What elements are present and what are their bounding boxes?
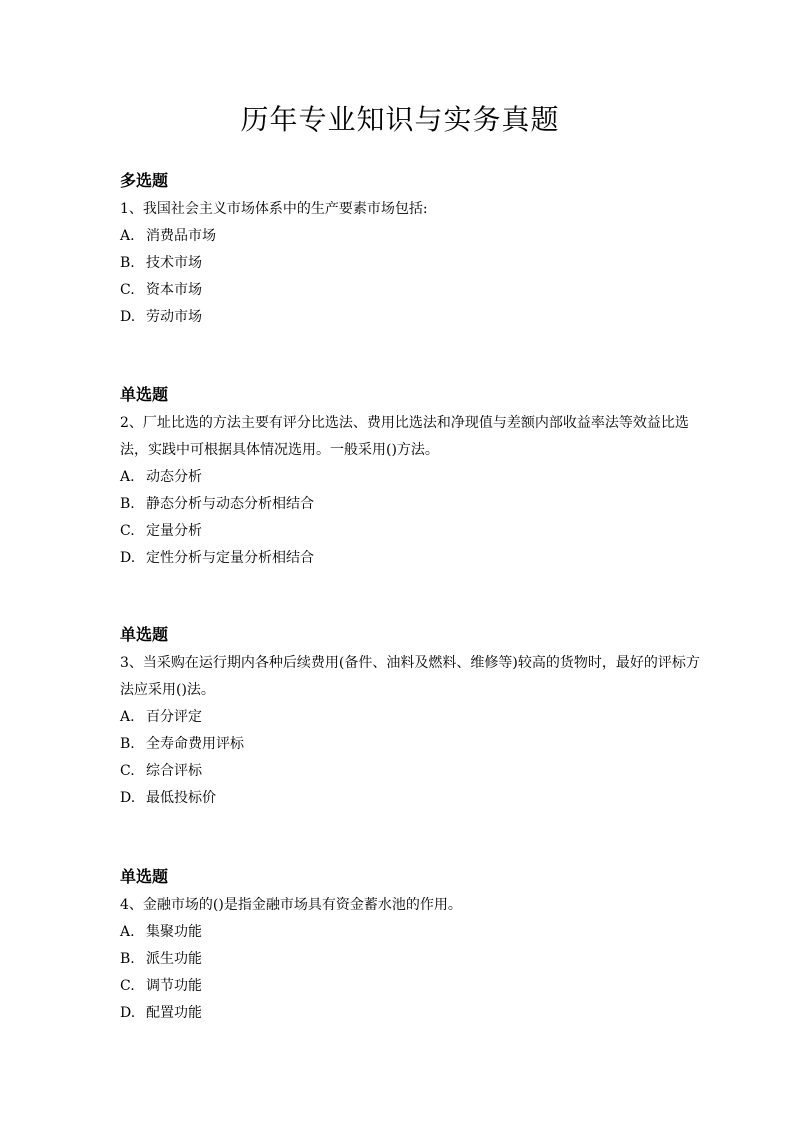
question-stem: 1、我国社会主义市场体系中的生产要素市场包括: xyxy=(120,201,428,217)
option-b xyxy=(120,491,700,518)
question-3 xyxy=(120,624,700,812)
option-c xyxy=(120,518,700,545)
option-letter: A. xyxy=(120,924,135,940)
option-letter: C. xyxy=(120,523,135,539)
option-letter: A. xyxy=(120,228,135,244)
question-type: 多选题 xyxy=(120,171,169,190)
option-text: 集聚功能 xyxy=(146,924,202,940)
option-a xyxy=(120,919,700,946)
option-text: 劳动市场 xyxy=(146,309,202,325)
question-type: 单选题 xyxy=(120,867,169,886)
option-letter: C. xyxy=(120,763,135,779)
option-text: 定性分析与定量分析相结合 xyxy=(146,550,314,566)
option-c xyxy=(120,973,700,1000)
question-stem: 4、金融市场的()是指金融市场具有资金蓄水池的作用。 xyxy=(120,897,462,913)
option-text: 静态分析与动态分析相结合 xyxy=(146,496,314,512)
option-text: 全寿命费用评标 xyxy=(146,736,244,752)
option-text: 动态分析 xyxy=(146,469,202,485)
option-text: 综合评标 xyxy=(146,763,202,779)
option-d xyxy=(120,304,700,331)
option-d xyxy=(120,545,700,572)
option-c xyxy=(120,277,700,304)
option-text: 派生功能 xyxy=(146,951,202,967)
option-text: 技术市场 xyxy=(146,255,202,271)
option-letter: D. xyxy=(120,790,136,806)
option-letter: C. xyxy=(120,978,135,994)
option-letter: B. xyxy=(120,951,135,967)
option-a xyxy=(120,704,700,731)
option-text: 定量分析 xyxy=(146,523,202,539)
option-letter: D. xyxy=(120,309,136,325)
question-type: 单选题 xyxy=(120,385,169,404)
option-letter: A. xyxy=(120,469,135,485)
option-d xyxy=(120,1000,700,1027)
question-1 xyxy=(120,170,700,331)
option-text: 配置功能 xyxy=(146,1005,202,1021)
option-text: 资本市场 xyxy=(146,282,202,298)
option-text: 百分评定 xyxy=(146,709,202,725)
option-b xyxy=(120,731,700,758)
question-4 xyxy=(120,866,700,1027)
option-letter: B. xyxy=(120,496,135,512)
option-b xyxy=(120,946,700,973)
option-letter: A. xyxy=(120,709,135,725)
question-2 xyxy=(120,384,700,572)
option-letter: B. xyxy=(120,736,135,752)
option-c xyxy=(120,758,700,785)
option-letter: D. xyxy=(120,1005,136,1021)
document-title: 历年专业知识与实务真题 xyxy=(240,103,560,136)
option-text: 调节功能 xyxy=(146,978,202,994)
option-letter: B. xyxy=(120,255,135,271)
option-d xyxy=(120,785,700,812)
option-text: 最低投标价 xyxy=(146,790,216,806)
option-a xyxy=(120,223,700,250)
question-stem: 3、当采购在运行期内各种后续费用(备件、油料及燃料、维修等)较高的货物时，最好的评标方法应采用()法。 xyxy=(120,655,700,698)
question-type: 单选题 xyxy=(120,625,169,644)
option-letter: D. xyxy=(120,550,136,566)
option-b xyxy=(120,250,700,277)
option-a xyxy=(120,464,700,491)
option-letter: C. xyxy=(120,282,135,298)
option-text: 消费品市场 xyxy=(146,228,216,244)
question-stem: 2、厂址比选的方法主要有评分比选法、费用比选法和净现值与差额内部收益率法等效益比选法，实践中可根据具体情况选用。一般采用()方法。 xyxy=(120,415,689,458)
